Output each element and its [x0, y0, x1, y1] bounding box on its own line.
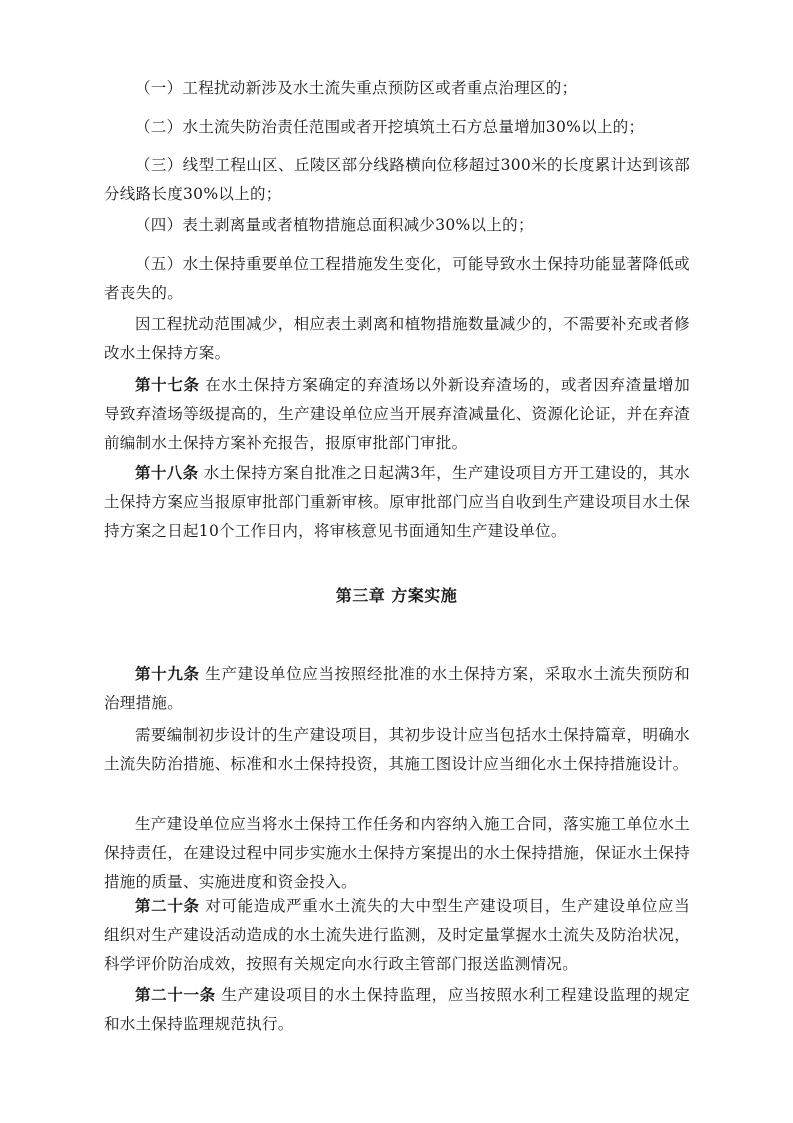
- article-label: 第二十条: [135, 897, 200, 915]
- article-text: 在水土保持方案确定的弃渣场以外新设弃渣场的，或者因弃渣量增加导致弃渣场等级提高的，生产建设单位应当开展弃渣减量化、资源化论证，并在弃渣前编制水土保持方案补充报告，报原审批部门审批。: [104, 376, 691, 452]
- clause-4: （四）表土剥离量或者植物措施总面积减少30%以上的；: [135, 216, 534, 234]
- clause-3: （三）线型工程山区、丘陵区部分线路横向位移超过300米的长度累计达到该部分线路长度30%以上的；: [104, 156, 690, 203]
- article-17: [104, 371, 690, 458]
- article-20: [104, 892, 690, 979]
- article-text: 对可能造成严重水土流失的大中型生产建设项目，生产建设单位应当组织对生产建设活动造成的水土流失进行监测，及时定量掌握水土流失及防治状况，科学评价防治成效，按照有关规定向水行政主管部门报送监测情况。: [104, 897, 691, 973]
- clause-1: （一）工程扰动新涉及水土流失重点预防区或者重点治理区的；: [135, 79, 578, 97]
- article-19-paragraph-3: 生产建设单位应当将水土保持工作任务和内容纳入施工合同，落实施工单位水土保持责任，在建设过程中同步实施水土保持方案提出的水土保持措施，保证水土保持措施的质量、实施进度和资金投入。: [104, 815, 690, 891]
- article-label: 第十八条: [135, 464, 199, 482]
- article-text: 生产建设单位应当按照经批准的水土保持方案，采取水土流失预防和治理措施。: [104, 665, 691, 712]
- article-18: [104, 459, 690, 546]
- article-text: 水土保持方案自批准之日起满3年，生产建设项目方开工建设的，其水土保持方案应当报原审批部门重新审核。原审批部门应当自收到生产建设项目水土保持方案之日起10个工作日内，将审核意见书面通知生产建设单位。: [104, 464, 691, 540]
- clause-5: （五）水土保持重要单位工程措施发生变化，可能导致水土保持功能显著降低或者丧失的。: [104, 255, 690, 302]
- article-label: 第十七条: [135, 376, 200, 394]
- article-21: [104, 981, 690, 1039]
- article-19: [104, 660, 690, 718]
- article-label: 第十九条: [135, 665, 200, 683]
- clause-2: （二）水土流失防治责任范围或者开挖填筑土石方总量增加30%以上的；: [135, 118, 645, 136]
- article-label: 第二十一条: [135, 986, 216, 1004]
- article-19-paragraph-2: 需要编制初步设计的生产建设项目，其初步设计应当包括水土保持篇章，明确水土流失防治措施、标准和水土保持投资，其施工图设计应当细化水土保持措施设计。: [104, 726, 690, 773]
- note-paragraph: 因工程扰动范围减少，相应表土剥离和植物措施数量减少的，不需要补充或者修改水土保持方案。: [104, 315, 690, 362]
- chapter-title: 第三章 方案实施: [335, 586, 458, 605]
- article-text: 生产建设项目的水土保持监理，应当按照水利工程建设监理的规定和水土保持监理规范执行。: [104, 986, 690, 1033]
